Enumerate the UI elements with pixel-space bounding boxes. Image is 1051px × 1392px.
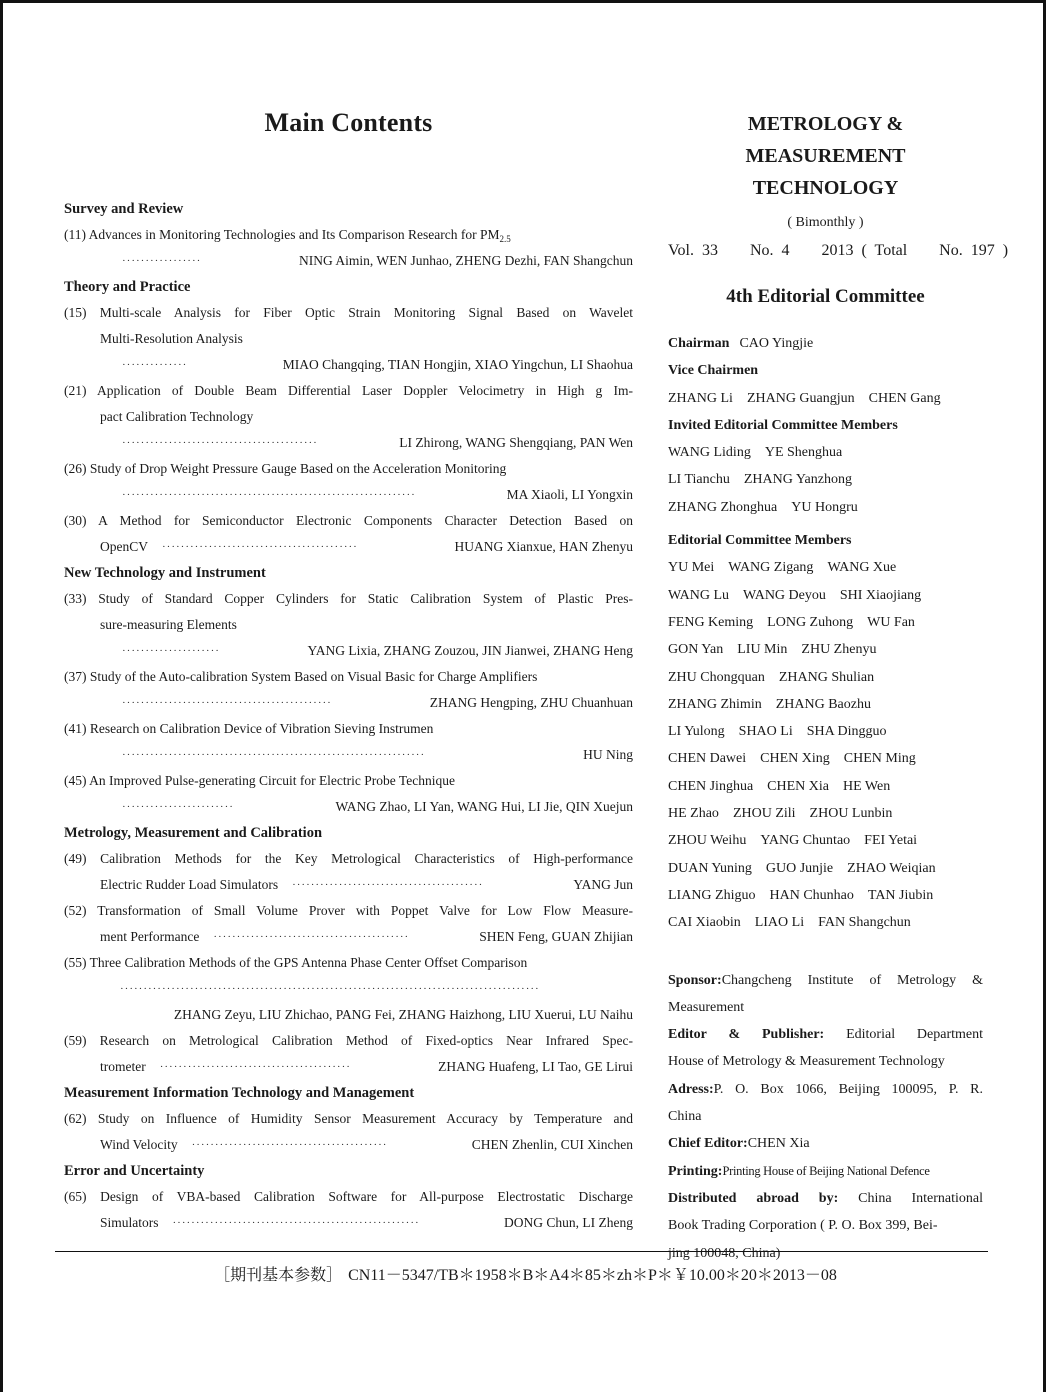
entry-title-line bbox=[64, 1132, 633, 1158]
entry-author-line bbox=[64, 248, 633, 274]
entry-title-line: (21) Application of Double Beam Differential Laser Doppler Velocimetry in High g Im- bbox=[64, 383, 633, 398]
journal-frequency: ( Bimonthly ) bbox=[787, 215, 864, 230]
committee-row bbox=[668, 909, 983, 936]
contents-entry bbox=[64, 1028, 633, 1080]
committee-member-name: WANG Zigang bbox=[728, 560, 814, 576]
contents-entry bbox=[64, 378, 633, 456]
committee-member-name: DUAN Yuning bbox=[668, 860, 752, 876]
entry-title-text: (11) Advances in Monitoring Technologies and Its Comparison Research for PM bbox=[64, 227, 500, 242]
committee-member-name: WANG Xue bbox=[827, 560, 897, 576]
committee-row bbox=[668, 882, 983, 909]
journal-title-line1: METROLOGY & MEASUREMENT bbox=[745, 113, 906, 167]
committee-member-name: LI Yulong bbox=[668, 724, 725, 740]
leader-dots: ·························································································· bbox=[120, 983, 540, 995]
committee-row bbox=[668, 773, 983, 800]
entry-authors: YANG Lixia, ZHANG Zouzou, JIN Jianwei, ZHANG Heng bbox=[307, 643, 633, 658]
committee-member-name: WANG Liding bbox=[668, 445, 751, 461]
leader-dots: ·········································· bbox=[191, 1139, 388, 1151]
contents-entry bbox=[64, 1184, 633, 1236]
entry-authors: MA Xiaoli, LI Yongxin bbox=[506, 487, 633, 502]
committee-member-name: HE Zhao bbox=[668, 806, 719, 822]
committee-member-name: ZHAO Weiqian bbox=[847, 860, 936, 876]
contents-list bbox=[64, 196, 633, 1236]
volume-line: Vol. 33 No. 4 2013 ( Total No. 197 ) bbox=[668, 242, 1009, 259]
committee-member-name: CHEN Ming bbox=[843, 751, 916, 767]
committee-member-name: LI Tianchu bbox=[668, 472, 730, 488]
contents-entry bbox=[64, 456, 633, 508]
entry-title-line: (41) Research on Calibration Device of Vibration Sieving Instrumen bbox=[64, 721, 434, 736]
committee-member-name: LIU Min bbox=[737, 642, 788, 658]
committee-members-label: Editorial Committee Members bbox=[668, 533, 852, 549]
committee-member-name: FENG Keming bbox=[668, 614, 754, 630]
committee-member-name: LONG Zuhong bbox=[767, 614, 854, 630]
entry-authors: DONG Chun, LI Zheng bbox=[504, 1215, 633, 1230]
editor-line2: House of Metrology & Measurement Technology bbox=[668, 1054, 945, 1070]
journal-parameters: ［期刊基本参数］ CN11－5347/TB＊1958＊B＊A4＊85＊zh＊P＊￥10.00＊20＊2013－08 bbox=[214, 1267, 837, 1284]
entry-author-line bbox=[64, 430, 633, 456]
committee-member-name: FEI Yetai bbox=[864, 833, 918, 849]
committee-row bbox=[668, 718, 983, 745]
chairman-label: Chairman bbox=[668, 336, 730, 351]
section-heading: Metrology, Measurement and Calibration bbox=[64, 825, 323, 841]
committee-row bbox=[668, 439, 983, 466]
entry-title-line: (30) A Method for Semiconductor Electronic Components Character Detection Based on bbox=[64, 513, 633, 528]
committee-member-name: ZHANG Yanzhong bbox=[743, 472, 852, 488]
address-line: Adress:P. O. Box 1066, Beijing 100095, P. R. bbox=[668, 1081, 983, 1097]
committee-member-name: ZHU Chongquan bbox=[668, 669, 765, 685]
chief-editor-line: Chief Editor:CHEN Xia bbox=[668, 1136, 810, 1152]
committee-member-name: WANG Lu bbox=[668, 587, 730, 603]
section-heading: Measurement Information Technology and Management bbox=[64, 1085, 415, 1101]
entry-title-line bbox=[64, 924, 633, 950]
entry-authors: HUANG Xianxue, HAN Zhenyu bbox=[454, 539, 633, 554]
leader-dots: ·············· bbox=[122, 359, 188, 371]
section-heading: New Technology and Instrument bbox=[64, 565, 266, 581]
leader-dots: ······························································· bbox=[122, 489, 416, 501]
entry-title-line: (26) Study of Drop Weight Pressure Gauge Based on the Acceleration Monitoring bbox=[64, 461, 507, 476]
committee-list bbox=[668, 330, 983, 937]
committee-row bbox=[668, 466, 983, 493]
section-heading: Survey and Review bbox=[64, 201, 184, 217]
committee-member-name: ZHANG Zhimin bbox=[668, 696, 762, 712]
leader-dots: ········································· bbox=[159, 1061, 351, 1073]
contents-entry bbox=[64, 716, 633, 768]
committee-member-name: HE Wen bbox=[843, 778, 891, 794]
leader-dots: ·········································· bbox=[213, 931, 410, 943]
entry-authors: MIAO Changqing, TIAN Hongjin, XIAO Yingchun, LI Shaohua bbox=[282, 357, 633, 372]
committee-row bbox=[668, 745, 983, 772]
entry-title-text: Electric Rudder Load Simulators bbox=[100, 877, 279, 892]
entry-title-line bbox=[64, 222, 633, 248]
committee-member-name: YU Mei bbox=[668, 560, 715, 576]
leader-dots: ·········································· bbox=[162, 541, 358, 553]
publication-info bbox=[668, 967, 983, 1267]
entry-author-line bbox=[64, 482, 633, 508]
entry-title-line: (55) Three Calibration Methods of the GPS Antenna Phase Center Offset Comparison bbox=[64, 955, 528, 970]
committee-member-name: CAI Xiaobin bbox=[668, 915, 741, 931]
committee-member-name: ZHU Zhenyu bbox=[801, 642, 877, 658]
committee-member-name: YANG Chuntao bbox=[760, 833, 851, 849]
committee-member-name: CHEN Jinghua bbox=[668, 778, 754, 794]
sponsor-line2: Measurement bbox=[668, 999, 745, 1015]
entry-title-line: Multi-Resolution Analysis bbox=[100, 331, 243, 346]
committee-member-name: GUO Junjie bbox=[765, 860, 834, 876]
entry-authors: CHEN Zhenlin, CUI Xinchen bbox=[471, 1137, 633, 1152]
invited-members bbox=[668, 439, 983, 521]
entry-authors: ZHANG Huafeng, LI Tao, GE Lirui bbox=[438, 1059, 633, 1074]
leader-dots: ················· bbox=[122, 255, 202, 267]
committee-member-name: LIAO Li bbox=[754, 915, 805, 931]
committee-member-name: GON Yan bbox=[668, 642, 724, 658]
entry-title-line bbox=[64, 1210, 633, 1236]
contents-column bbox=[64, 108, 633, 1236]
distributed-line2: Book Trading Corporation ( P. O. Box 399, Bei- bbox=[668, 1218, 938, 1234]
invited-members-label: Invited Editorial Committee Members bbox=[668, 417, 898, 433]
entry-authors: YANG Jun bbox=[573, 877, 633, 892]
contents-entry bbox=[64, 898, 633, 950]
entry-authors: NING Aimin, WEN Junhao, ZHENG Dezhi, FAN Shangchun bbox=[299, 253, 633, 268]
committee-members bbox=[668, 554, 983, 936]
entry-title-line: (52) Transformation of Small Volume Prover with Poppet Valve for Low Flow Measure- bbox=[64, 903, 633, 918]
entry-title-line: (15) Multi-scale Analysis for Fiber Optic Strain Monitoring Signal Based on Wavelet bbox=[64, 305, 633, 320]
journal-title-line2: TECHNOLOGY bbox=[752, 177, 899, 199]
committee-row bbox=[668, 554, 983, 581]
entry-authors: WANG Zhao, LI Yan, WANG Hui, LI Jie, QIN Xuejun bbox=[335, 799, 633, 814]
leader-dots: ····················································· bbox=[172, 1217, 420, 1229]
entry-authors: ZHANG Zeyu, LIU Zhichao, PANG Fei, ZHANG Haizhong, LIU Xuerui, LU Naihu bbox=[173, 1007, 633, 1022]
committee-row bbox=[668, 855, 983, 882]
committee-member-name: WU Fan bbox=[867, 614, 915, 630]
committee-member-name: CHEN Xia bbox=[767, 778, 829, 794]
entry-author-line bbox=[64, 352, 633, 378]
committee-member-name: HAN Chunhao bbox=[769, 887, 854, 903]
committee-member-name: YE Shenghua bbox=[764, 445, 843, 461]
leader-dots: ························ bbox=[122, 801, 234, 813]
committee-row bbox=[668, 494, 983, 521]
contents-entry bbox=[64, 768, 633, 820]
distributed-line3: jing 100048, China) bbox=[668, 1245, 781, 1261]
committee-row bbox=[668, 800, 983, 827]
entry-authors: HU Ning bbox=[583, 747, 633, 762]
committee-member-name: ZHANG Guangjun bbox=[746, 390, 855, 406]
entry-title-line bbox=[64, 534, 633, 560]
committee-member-name: LIANG Zhiguo bbox=[668, 887, 756, 903]
entry-title-line: (62) Study on Influence of Humidity Sensor Measurement Accuracy by Temperature and bbox=[64, 1111, 633, 1126]
committee-row bbox=[668, 664, 983, 691]
contents-entry bbox=[64, 846, 633, 898]
entry-title-line bbox=[64, 872, 633, 898]
vice-chairmen-names bbox=[668, 385, 983, 412]
entry-title-line bbox=[64, 1054, 633, 1080]
printing-line: Printing:Printing House of Beijing National Defence bbox=[668, 1163, 930, 1179]
entry-title-text: trometer bbox=[100, 1059, 146, 1074]
entry-authors: SHEN Feng, GUAN Zhijian bbox=[479, 929, 633, 944]
leader-dots: ····················· bbox=[122, 645, 220, 657]
committee-member-name: ZHANG Baozhu bbox=[775, 696, 871, 712]
vice-chairmen-label: Vice Chairmen bbox=[668, 363, 759, 379]
committee-member-name: CHEN Gang bbox=[868, 390, 941, 406]
contents-entry bbox=[64, 300, 633, 378]
committee-member-name: TAN Jiubin bbox=[867, 887, 934, 903]
entry-title-line: (37) Study of the Auto-calibration System Based on Visual Basic for Charge Amplifiers bbox=[64, 669, 538, 684]
committee-row bbox=[668, 609, 983, 636]
committee-member-name: ZHANG Shulian bbox=[778, 669, 875, 685]
entry-title-text: OpenCV bbox=[100, 539, 148, 554]
committee-member-name: SHAO Li bbox=[738, 724, 793, 740]
committee-member-name: CHEN Xing bbox=[760, 751, 830, 767]
committee-row bbox=[668, 636, 983, 663]
entry-author-line bbox=[64, 794, 633, 820]
address-line2: China bbox=[668, 1109, 702, 1125]
section-heading: Theory and Practice bbox=[64, 279, 191, 295]
masthead-column bbox=[668, 108, 1009, 1267]
entry-title-line: sure-measuring Elements bbox=[100, 617, 237, 632]
contents-entry bbox=[64, 222, 633, 274]
entry-title-line: (49) Calibration Methods for the Key Metrological Characteristics of High-performance bbox=[64, 851, 633, 866]
distributed-line: Distributed abroad by: China International bbox=[668, 1190, 984, 1206]
committee-member-name: WANG Deyou bbox=[743, 587, 826, 603]
entry-dots-line bbox=[64, 976, 633, 1002]
editor-line: Editor & Publisher: Editorial Department bbox=[668, 1027, 984, 1043]
entry-title-line: (33) Study of Standard Copper Cylinders for Static Calibration System of Plastic Pres- bbox=[64, 591, 633, 606]
committee-row bbox=[668, 582, 983, 609]
contents-entry bbox=[64, 950, 633, 1028]
entry-author-line bbox=[64, 742, 633, 768]
entry-author-line bbox=[64, 690, 633, 716]
chairman-name: CAO Yingjie bbox=[739, 336, 814, 351]
committee-member-name: ZHANG Zhonghua bbox=[668, 499, 778, 515]
entry-title-line: (65) Design of VBA-based Calibration Software for All-purpose Electrostatic Discharge bbox=[64, 1189, 633, 1204]
entry-authors: ZHANG Hengping, ZHU Chuanhuan bbox=[429, 695, 633, 710]
contents-entry bbox=[64, 586, 633, 664]
entry-title-text: Wind Velocity bbox=[100, 1137, 178, 1152]
leader-dots: ································································· bbox=[122, 749, 426, 761]
chairman-line bbox=[668, 330, 983, 357]
committee-member-name: ZHOU Zili bbox=[732, 806, 796, 822]
entry-title-line: pact Calibration Technology bbox=[100, 409, 254, 424]
contents-entry bbox=[64, 508, 633, 560]
committee-member-name: CHEN Dawei bbox=[668, 751, 747, 767]
entry-author-line bbox=[64, 638, 633, 664]
entry-title-text: Simulators bbox=[100, 1215, 159, 1230]
committee-row bbox=[668, 691, 983, 718]
committee-member-name: YU Hongru bbox=[791, 499, 858, 515]
leader-dots: ············································· bbox=[122, 697, 332, 709]
entry-authors: LI Zhirong, WANG Shengqiang, PAN Wen bbox=[399, 435, 633, 450]
entry-title-line: (59) Research on Metrological Calibration Method of Fixed-optics Near Infrared Spec- bbox=[64, 1033, 633, 1048]
pm-subscript: 2.5 bbox=[499, 234, 511, 244]
entry-title-text: ment Performance bbox=[100, 929, 200, 944]
committee-member-name: ZHOU Weihu bbox=[668, 833, 747, 849]
contents-entry bbox=[64, 1106, 633, 1158]
committee-member-name: SHI Xiaojiang bbox=[839, 587, 922, 603]
committee-member-name: FAN Shangchun bbox=[818, 915, 911, 931]
committee-member-name: ZHANG Li bbox=[668, 390, 733, 406]
contents-entry bbox=[64, 664, 633, 716]
committee-row bbox=[668, 827, 983, 854]
main-contents-title: Main Contents bbox=[264, 108, 433, 137]
committee-title: 4th Editorial Committee bbox=[726, 286, 925, 307]
committee-member-name: SHA Dingguo bbox=[806, 724, 887, 740]
section-heading: Error and Uncertainty bbox=[64, 1163, 205, 1179]
leader-dots: ········································· bbox=[292, 879, 484, 891]
committee-member-name: ZHOU Lunbin bbox=[809, 806, 893, 822]
entry-title-line: (45) An Improved Pulse-generating Circuit for Electric Probe Technique bbox=[64, 773, 455, 788]
leader-dots: ·········································· bbox=[122, 437, 318, 449]
sponsor-line: Sponsor:Changcheng Institute of Metrology & bbox=[668, 972, 983, 988]
footer-rule bbox=[55, 1251, 988, 1252]
journal-title bbox=[668, 108, 983, 204]
